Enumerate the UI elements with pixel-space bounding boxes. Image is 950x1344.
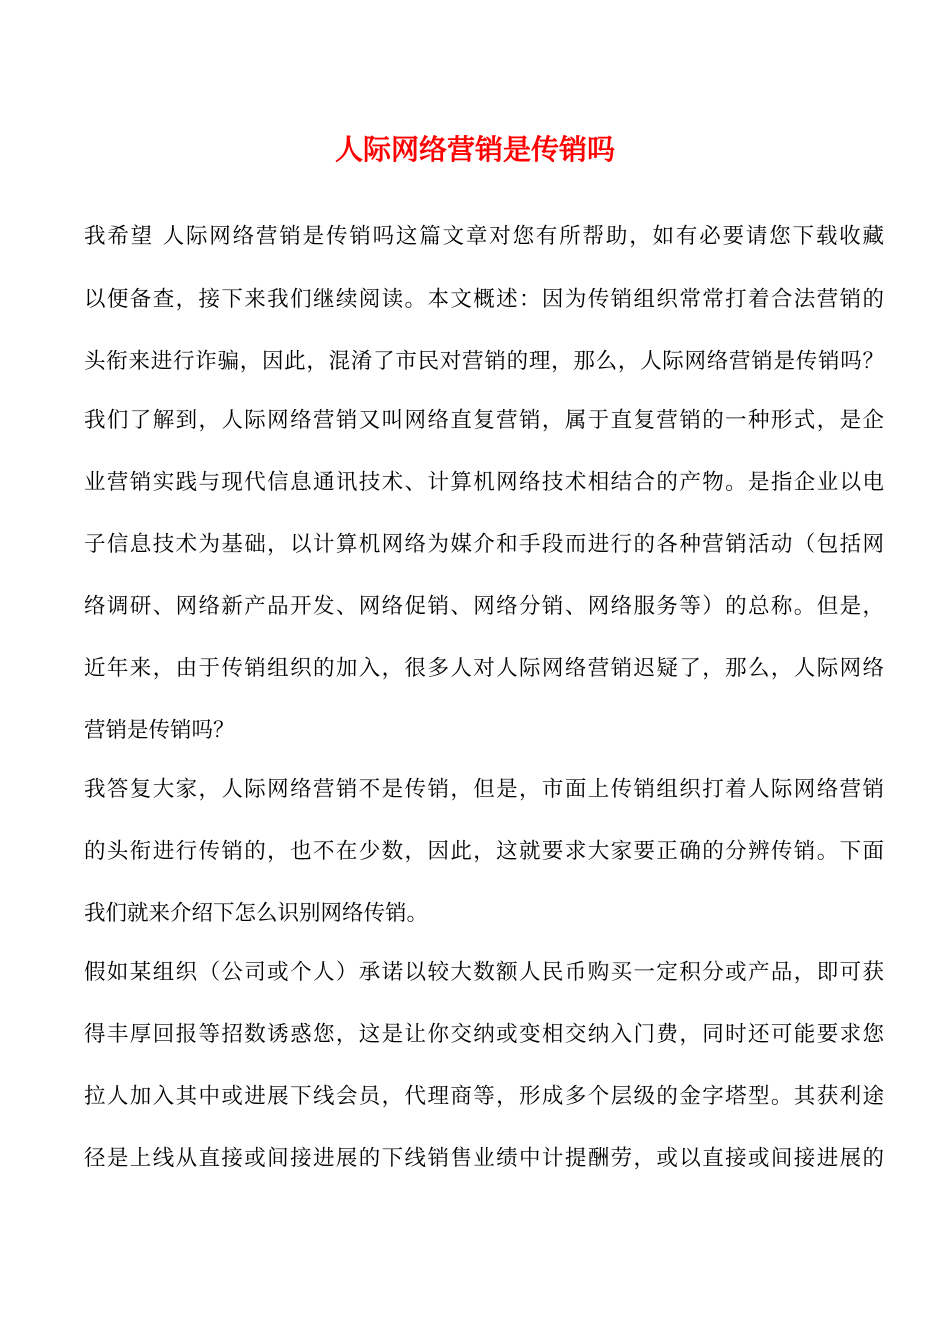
paragraph-line: 我们就来介绍下怎么识别网络传销。 [84,901,429,926]
paragraph-line: 的头衔进行传销的，也不在少数，因此，这就要求大家要正确的分辨传销。下面 [84,839,884,864]
paragraph-line: 拉人加入其中或进展下线会员，代理商等，形成多个层级的金字塔型。其获利途 [84,1084,884,1109]
paragraph-line: 假如某组织（公司或个人）承诺以较大数额人民币购买一定积分或产品，即可获 [84,960,884,985]
paragraph-line: 径是上线从直接或间接进展的下线销售业绩中计提酬劳，或以直接或间接进展的 [84,1146,884,1171]
paragraph-line: 营销是传销吗？ [84,718,235,743]
paragraph-line: 业营销实践与现代信息通讯技术、计算机网络技术相结合的产物。是指企业以电 [84,470,884,495]
paragraph-line: 我答复大家，人际网络营销不是传销，但是，市面上传销组织打着人际网络营销 [84,777,884,802]
paragraph-line: 以便备查，接下来我们继续阅读。本文概述：因为传销组织常常打着合法营销的 [84,287,884,312]
paragraph-line: 得丰厚回报等招数诱惑您，这是让你交纳或变相交纳入门费，同时还可能要求您 [84,1022,884,1047]
paragraph-line: 我们了解到，人际网络营销又叫网络直复营销，属于直复营销的一种形式，是企 [84,408,884,433]
paragraph-line: 我希望 人际网络营销是传销吗这篇文章对您有所帮助，如有必要请您下载收藏 [84,224,884,249]
paragraph-line: 络调研、网络新产品开发、网络促销、网络分销、网络服务等）的总称。但是， [84,594,884,619]
paragraph-line: 近年来，由于传销组织的加入，很多人对人际网络营销迟疑了，那么，人际网络 [84,656,884,681]
document-title: 人际网络营销是传销吗 [334,133,615,166]
paragraph-line: 子信息技术为基础，以计算机网络为媒介和手段而进行的各种营销活动（包括网 [84,532,884,557]
paragraph-line: 头衔来进行诈骗，因此，混淆了市民对营销的理，那么，人际网络营销是传销吗？ [84,349,884,374]
